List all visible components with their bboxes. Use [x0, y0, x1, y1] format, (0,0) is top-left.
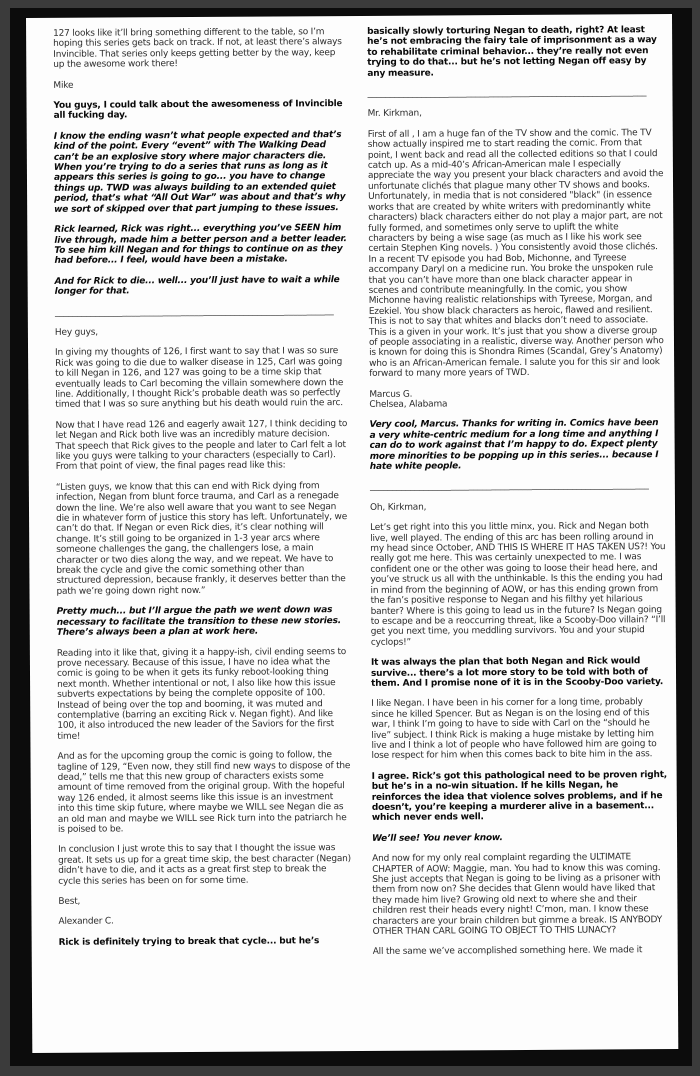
- letter-divider: ______________________________________________________________: [369, 480, 649, 493]
- editor-reply: I agree. Rick’s got this pathological need to be proven right, but he’s in a no-win situation. If he kills Negan, he reinforces the idea that violence solves problems, and if he doesn’t, you’re keeping a murderer alive in a basement... which never ends well.: [371, 769, 668, 824]
- right-column: [367, 25, 669, 968]
- letter-paragraph: And as for the upcoming group the comic is going to follow, the tagline of 129, “Even now, they still find new ways to dispose of the dead,” tells me that this new group of characters exists some amount of time removed from the original group. With the hopeful way 126 ended, it almost seems like this issue is an investment into this time skip future, where maybe we WILL see Negan die as an old man and maybe we WILL see Rick turn into the patriarch he is poised to be.: [57, 750, 351, 835]
- editor-reply: basically slowly torturing Negan to death, right? At least he’s not embracing the fairy tale of imprisonment as a way to rehabilitate criminal behavior... they’re really not even trying to do that... but he’s not letting Negan off easy by any measure.: [367, 25, 657, 79]
- letter-paragraph: In giving my thoughts of 126, I first want to say that I was so sure Rick was going to die due to walker disease in 125, Carl was going to kill Negan in 126, and 127 was going to be a time skip that eventually leads to Carl becoming the villain somewhere down the line. Additionally, I thought Rick’s probable death was so perfectly timed that I was so sure anything but his death would ruin the arc.: [55, 346, 344, 411]
- editor-reply: It was always the plan that both Negan and Rick would survive... there’s a lot more story to be told with both of them. And I promise none of it is in the Scooby-Doo variety.: [370, 656, 664, 689]
- editor-reply: We’ll see! You never know.: [371, 832, 503, 844]
- letter-salutation: Hey guys,: [54, 327, 98, 338]
- editor-reply: And for Rick to die... well... you’ll just have to wait a while longer for that.: [54, 274, 340, 297]
- letters-page: [26, 14, 678, 1053]
- letter-paragraph: In conclusion I just wrote this to say that I thought the issue was great. It sets us up for a great time skip, the best character (Negan) didn’t have to die, and it acts as a great first step to break the cycle this series has been on for some time.: [58, 843, 352, 887]
- editor-reply: Very cool, Marcus. Thanks for writing in. Comics have been a very white-centric medium for a long time and anything I can do to work against that I’m happy to do. Expect plenty more minorities to be popping up in this series... because I hate white people.: [369, 418, 659, 472]
- letter-divider: ______________________________________________________________: [54, 305, 334, 318]
- letter-paragraph: Now that I have read 126 and eagerly await 127, I think deciding to let Negan and Rick both live was an incredibly mature decision. That speech that Rick gives to the people and later to Carl felt a lot like you guys were talking to your characters (especially to Carl). From that point of view, the final pages read like this:: [55, 418, 348, 473]
- letter-signature: Mike: [53, 80, 74, 91]
- letter-closing: Best,: [58, 896, 81, 907]
- editor-reply: Rick is definitely trying to break that cycle... but he’s: [58, 936, 320, 948]
- letter-paragraph: “Listen guys, we know that this can end with Rick dying from infection, Negan from blunt force trauma, and Carl as a renegade down the line. We’re also well aware that you want to see Negan die in whatever form of justice this story has left. Unfortunately, we can’t do that. If Negan or even Rick dies, it’s clear nothing will change. It’s still going to be organized in 1-3 year arcs where someone challenges the gang, the challengers lose, a main character or two dies along the way, and we repeat. We have to break the cycle and give the comic something other than structured depression, because frankly, it deserves better than the path we’re going down right now.”: [55, 481, 348, 597]
- editor-reply: I know the ending wasn’t what people expected and that’s kind of the point. Every “event” with The Walking Dead can’t be an explosive story where major characters die. When you’re trying to do a series that runs as long as it appears this series is going to go... you have to change things up. TWD was always building to an extended quiet period, that’s what “All Out War” was about and that’s why we sort of skipped over that part jumping to these issues.: [53, 129, 346, 215]
- letter-signature: Marcus G. Chelsea, Alabama: [369, 389, 448, 410]
- letter-signature: Alexander C.: [58, 916, 114, 928]
- left-column: [53, 27, 352, 970]
- two-column-layout: [53, 25, 678, 970]
- editor-reply: You guys, I could talk about the awesomeness of Invincible all fucking day.: [53, 99, 343, 122]
- letter-paragraph: First of all , I am a huge fan of the TV show and the comic. The TV show actually inspired me to start reading the comic. From that point, I went back and read all the collected editions so that I could catch up. As a mid-40’s African-American male I especially appreciate the way you present your black characters and avoid the unfortunate clichés that plague many other TV shows and books. Unfortunately, in media that is not considered "black" (in essence works that are created by white writers with predominantly white characters) black characters either do not play a major part, are not fully formed, and sometimes only serve to uplift the white characters by being a wise sage (as much as I like his work see certain Stephen King novels. ) You consistently avoid those clichés. In a recent TV episode you had Bob, Michonne, and Tyreese accompany Daryl on a medicine run. You broke the unspoken rule that you can’t have more than one black character appear in scenes and contribute meaningfully. In the comic, you show Michonne having realistic relationships with Tyreese, Morgan, and Ezekiel. You show black characters as heroic, flawed and resilient. This is not to say that whites and blacks don’t need to associate. This is a given in your work. It’s just that you show a diverse group of people associating in a realistic, diverse way. Another person who is known for doing this is Shondra Rimes (Scandal, Grey’s Anatomy) who is an African-American female. I salute you for this sir and look forward to many more years of TWD.: [367, 128, 664, 380]
- letter-divider: ______________________________________________________________: [367, 87, 647, 99]
- editor-reply: Pretty much... but I’ll argue the path we went down was necessary to facilitate the transition to these new stories. There’s always been a plan at work here.: [56, 605, 341, 638]
- letter-paragraph: Let’s get right into this you little minx, you. Rick and Negan both live, well played. The ending of this arc has been rolling around in my head since October, AND THIS IS WHERE IT HAS TAKEN US?! You really got me here. This was certainly unexpected to me. I was confident one or the other was going to loose their head here, and you’ve struck us all with the unthinkable. Is this the ending you had in mind from the beginning of AOW, or has this ending grown from the fan’s positive response to Negan and his filthy yet hilarious banter? Where is this going to lead us in the future? Is Negan going to escape and be a reoccurring threat, like a Scooby-Doo villain? “I’ll get you next time, you meddling survivors. You and your stupid cyclops!”: [370, 521, 666, 648]
- letter-salutation: Mr. Kirkman,: [367, 109, 422, 120]
- letter-salutation: Oh, Kirkman,: [369, 502, 427, 513]
- letter-paragraph: 127 looks like it’ll bring something different to the table, so I’m hoping this series gets back on track. If not, at least there’s always Invincible. That series only keeps getting better by the way, keep up the awesome work there!: [53, 27, 342, 71]
- letter-paragraph: And now for my only real complaint regarding the ULTIMATE CHAPTER of AOW: Maggie, man. You had to know this was coming. She just accepts that Negan is going to be living as a prisoner with them from now on? She decides that Glenn would have liked that they made him live? Growing old next to where she and their children rest their heads every night! C’mon, man. I know these characters are your brain children but gimme a break. IS ANYBODY OTHER THAN CARL GOING TO OBJECT TO THIS LUNACY?: [372, 852, 663, 937]
- editor-reply: Rick learned, Rick was right... everything you’ve SEEN him live through, made him a better person and a better leader. To see him kill Negan and for things to continue on as they had before... I feel, would have been a mistake.: [54, 223, 347, 267]
- letter-paragraph: I like Negan. I have been in his corner for a long time, probably since he killed Spencer. But as Negan is on the losing end of this war, I think I’m going to have to side with Carl on the “should he live” subject. I think Rick is making a huge mistake by letting him live and I think a lot of people who have followed him are going to lose respect for him when this comes back to bite him in the ass.: [371, 697, 657, 762]
- letter-paragraph: All the same we’ve accomplished something here. We made it: [372, 945, 643, 958]
- letter-paragraph: Reading into it like that, giving it a happy-ish, civil ending seems to prove necessary. Because of this issue, I have no idea what the comic is going to be when it gets its funky reboot-looking thing next month. Whether intentional or not, I also like how this issue subverts expectations by being the complete opposite of 100. Instead of being over the top and booming, it was muted and contemplative (barring an exciting Rick v. Negan fight). And like 100, it also introduced the new leader of the Saviors for the first time!: [56, 646, 347, 742]
